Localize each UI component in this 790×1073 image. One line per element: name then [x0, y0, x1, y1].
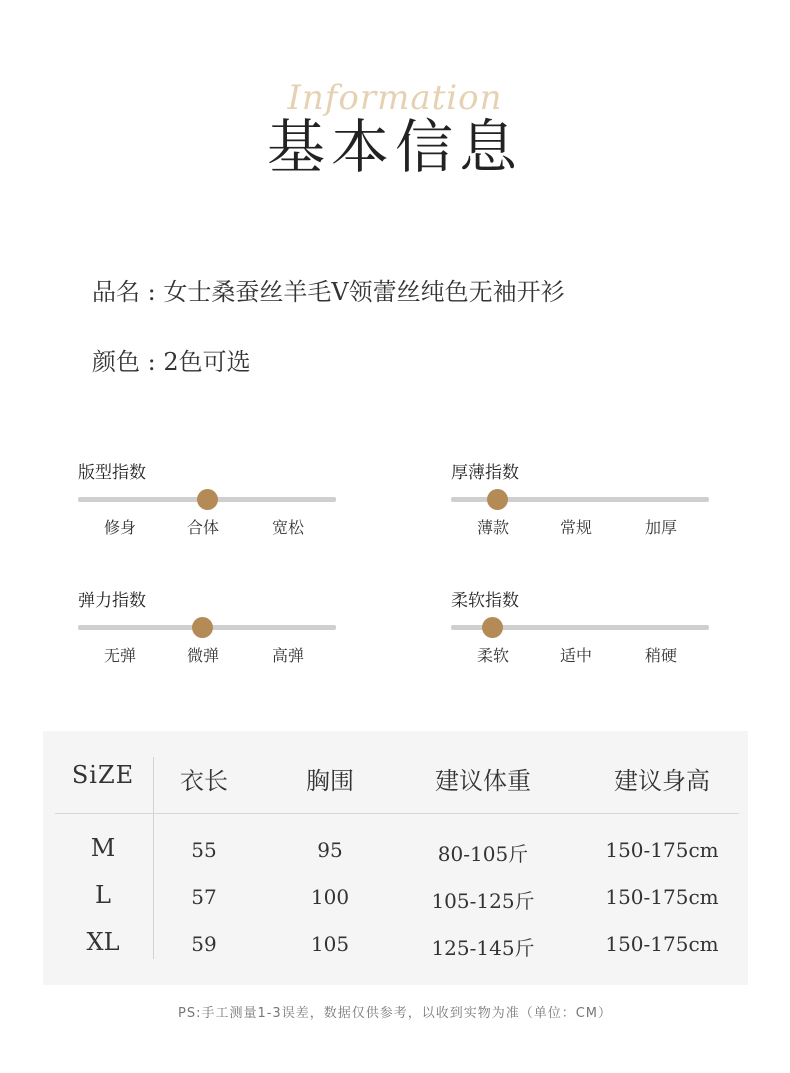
- index-tick: 微弹: [186, 646, 219, 665]
- index-tick: 柔软: [476, 646, 509, 665]
- product-name-label: 品名 :: [92, 278, 164, 306]
- table-cell: 55: [191, 838, 217, 862]
- table-cell-size: M: [90, 834, 116, 862]
- color-line: [92, 342, 251, 377]
- index-tick: 合体: [186, 518, 219, 537]
- table-cell: 150-175cm: [605, 838, 719, 862]
- color-value: 2色可选: [163, 348, 251, 376]
- elasticity-index: [78, 586, 338, 686]
- table-cell-size: XL: [86, 928, 120, 956]
- index-tick: 薄款: [476, 518, 509, 537]
- table-cell-size: L: [95, 881, 111, 909]
- table-header-size: SiZE: [71, 761, 135, 789]
- index-title: 厚薄指数: [451, 463, 519, 483]
- table-cell: 80-105斤: [437, 842, 529, 866]
- index-tick: 修身: [103, 518, 136, 537]
- index-tick: 适中: [559, 646, 592, 665]
- index-tick: 无弹: [103, 646, 136, 665]
- footnote: PS:手工测量1-3误差，数据仅供参考，以收到实物为准（单位：CM）: [178, 1006, 612, 1021]
- index-knob: [487, 489, 508, 510]
- index-title: 版型指数: [78, 463, 146, 483]
- product-name-value: 女士桑蚕丝羊毛V领蕾丝纯色无袖开衫: [163, 278, 565, 306]
- table-divider-horizontal: [55, 813, 739, 814]
- table-cell: 150-175cm: [605, 885, 719, 909]
- page-title: 基本信息: [266, 113, 523, 181]
- index-knob: [482, 617, 503, 638]
- table-header: 胸围: [306, 767, 354, 795]
- table-cell: 95: [317, 838, 343, 862]
- index-tick: 加厚: [644, 518, 677, 537]
- table-cell: 57: [191, 885, 217, 909]
- fit-index: [78, 458, 338, 558]
- color-label: 颜色 :: [92, 348, 164, 376]
- index-tick: 宽松: [271, 518, 304, 537]
- table-cell: 105: [310, 932, 350, 956]
- table-cell: 59: [191, 932, 217, 956]
- index-knob: [197, 489, 218, 510]
- decorative-script-text: Information: [287, 78, 503, 118]
- product-name-line: [92, 272, 565, 307]
- index-tick: 高弹: [271, 646, 304, 665]
- table-header: 建议身高: [614, 767, 710, 795]
- title-section: [0, 70, 790, 190]
- table-cell: 105-125斤: [431, 889, 535, 913]
- index-title: 柔软指数: [451, 591, 519, 611]
- table-cell: 150-175cm: [605, 932, 719, 956]
- index-title: 弹力指数: [78, 591, 146, 611]
- size-table: [43, 731, 748, 985]
- softness-index: [451, 586, 711, 686]
- table-header: 衣长: [180, 767, 228, 795]
- index-tick: 常规: [559, 518, 592, 537]
- table-header: 建议体重: [435, 767, 531, 795]
- thickness-index: [451, 458, 711, 558]
- table-cell: 100: [310, 885, 350, 909]
- table-cell: 125-145斤: [431, 936, 535, 960]
- index-knob: [192, 617, 213, 638]
- index-tick: 稍硬: [644, 646, 677, 665]
